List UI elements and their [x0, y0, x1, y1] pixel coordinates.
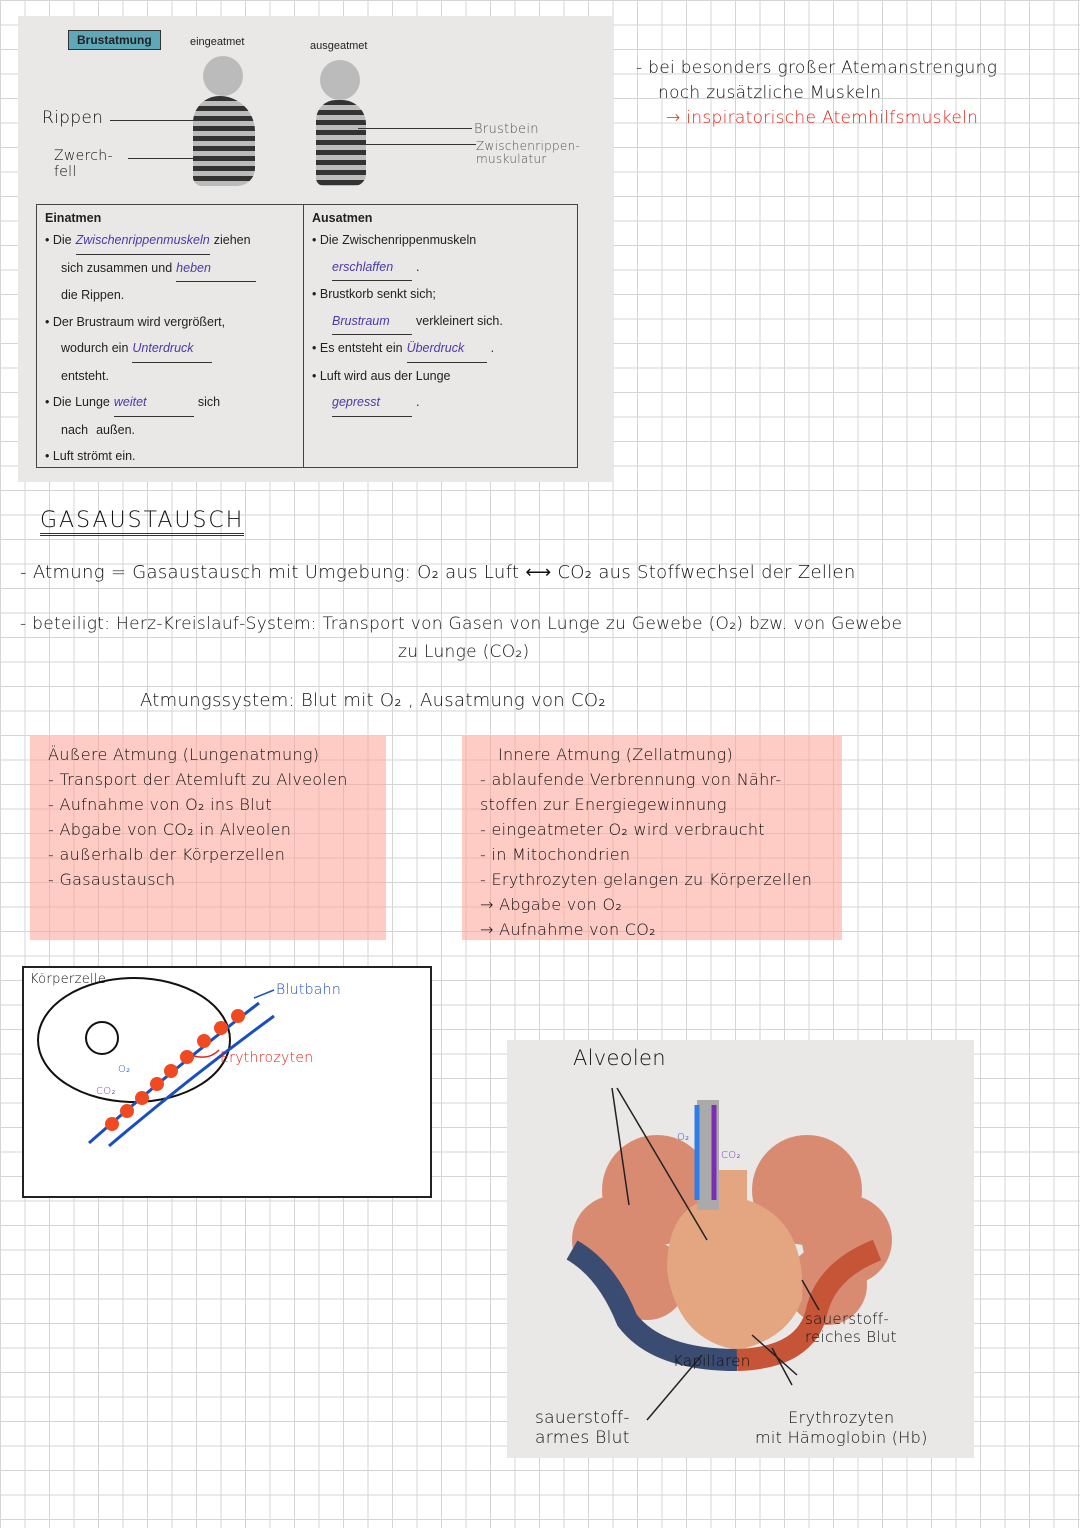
badge-brustatmung: Brustatmung [68, 30, 161, 50]
line-text: die Rippen. [61, 288, 125, 302]
line-text: Die Zwischenrippenmuskeln [319, 233, 477, 247]
box-list-item: - Gasaustausch [48, 870, 176, 889]
box-list-item: - ablaufende Verbrennung von Nähr- [480, 770, 782, 789]
o2-label: O₂ [118, 1064, 131, 1075]
line-text: Es entsteht ein [319, 341, 403, 355]
bullet-icon: • [45, 395, 53, 409]
line-text: entsteht. [61, 368, 109, 383]
box-list-item: - in Mitochondrien [480, 845, 631, 864]
box-list-item: → Aufnahme von CO₂ [480, 920, 656, 939]
annotation-diaphragm: Zwerch- fell [54, 148, 113, 180]
box-list-item: - Abgabe von CO₂ in Alveolen [48, 820, 292, 839]
inner-box-title: Innere Atmung (Zellatmung) [498, 745, 734, 764]
table-line [312, 227, 569, 254]
line-text: Die Lunge [52, 395, 110, 409]
co2-label: CO₂ [96, 1086, 116, 1097]
erythrocytes-label: Erythrozyten mit Hämoglobin (Hb) [755, 1408, 928, 1447]
inhale-heading: Einatmen [45, 211, 102, 225]
table-line [312, 308, 569, 336]
line-text: Der Brustraum wird vergrößert, [52, 314, 226, 329]
exhaled-torso-illustration [308, 60, 378, 186]
table-line [45, 417, 295, 444]
line-text: Die [52, 233, 72, 247]
section-title: GASAUSTAUSCH [40, 508, 244, 536]
label-inhaled: eingeatmet [190, 36, 245, 48]
line-text: verkleinert sich. [416, 313, 503, 328]
alveoli-co2-label: CO₂ [721, 1150, 741, 1161]
line-text: Brustkorb senkt sich; [319, 287, 436, 301]
side-note-line-3: → inspiratorische Atemhilfsmuskeln [666, 108, 979, 128]
bullet-icon: • [312, 233, 320, 247]
side-note-line-1: - bei besonders großer Atemanstrengung [636, 58, 998, 78]
filled-blank: gepresst [332, 389, 412, 417]
side-note [636, 56, 997, 131]
line-text: Luft wird aus der Lunge [319, 368, 451, 383]
table-line [312, 363, 569, 390]
filled-blank: Unterdruck [132, 335, 212, 363]
line-text: . [416, 395, 420, 409]
alveoli-title: Alveolen [573, 1046, 666, 1070]
line-text: ziehen [213, 233, 251, 247]
line-text: nach [61, 422, 89, 437]
table-line [312, 281, 569, 308]
table-line [45, 227, 295, 255]
annotation-sternum: Brustbein [474, 122, 539, 137]
filled-blank: Brustraum [332, 308, 412, 336]
filled-blank: heben [176, 255, 256, 283]
annotation-ribs: Rippen [42, 108, 104, 128]
box-list-item: → Abgabe von O₂ [480, 895, 623, 914]
vessel-label: Blutbahn [276, 982, 342, 998]
alveoli-o2-label: O₂ [677, 1132, 690, 1143]
line-text: Luft strömt ein. [52, 449, 136, 463]
notes-line-4: Atmungssystem: Blut mit O₂ , Ausatmung von CO₂ [140, 690, 606, 711]
bullet-icon: • [45, 314, 53, 329]
table-line [312, 335, 569, 363]
table-line [45, 335, 295, 363]
exhale-column [303, 205, 577, 467]
line-text: außen. [96, 422, 136, 437]
box-list-item: - Aufnahme von O₂ ins Blut [48, 795, 272, 814]
line-text: . [490, 341, 495, 355]
filled-blank: Zwischenrippenmuskeln [76, 227, 210, 255]
cell-exchange-sketch [22, 966, 432, 1198]
inner-respiration-box [462, 736, 842, 940]
side-note-line-2: noch zusätzliche Muskeln [658, 83, 882, 103]
label-exhaled: ausgeatmet [310, 40, 368, 52]
bullet-icon: • [45, 233, 53, 247]
table-line [45, 443, 295, 470]
table-line [45, 309, 295, 336]
bullet-icon: • [312, 287, 320, 301]
outer-box-title: Äußere Atmung (Lungenatmung) [48, 745, 320, 764]
breathing-worksheet-photo [18, 16, 613, 482]
notes-line-2: - beteiligt: Herz-Kreislauf-System: Transport von Gasen von Lunge zu Gewebe (O₂) bzw. von Gewebe [20, 614, 903, 634]
bullet-icon: • [312, 341, 320, 355]
table-line [45, 389, 295, 417]
box-list-item: stoffen zur Energiegewinnung [480, 795, 727, 814]
box-list-item: - Transport der Atemluft zu Alveolen [48, 770, 348, 789]
filled-blank: weitet [114, 389, 194, 417]
line-text: sich [197, 395, 221, 409]
table-line [45, 363, 295, 390]
line-text: wodurch ein [61, 341, 129, 355]
annotation-intercostal: Zwischenrippen- muskulatur [476, 139, 581, 166]
oxygen-poor-blood-label: sauerstoff- armes Blut [535, 1408, 630, 1448]
table-line [312, 254, 569, 282]
exhale-heading: Ausatmen [312, 211, 373, 225]
bullet-icon: • [45, 449, 53, 463]
outer-respiration-box [30, 736, 386, 940]
table-line [312, 389, 569, 417]
table-line [45, 255, 295, 283]
filled-blank: erschlaffen [332, 254, 412, 282]
box-list-item: - außerhalb der Körperzellen [48, 845, 286, 864]
box-list-item: - eingeatmeter O₂ wird verbraucht [480, 820, 765, 839]
table-line [45, 282, 295, 309]
notes-line-3: zu Lunge (CO₂) [398, 642, 530, 662]
bullet-icon: • [312, 368, 320, 383]
line-text: . [416, 259, 420, 274]
oxygen-rich-blood-label: sauerstoff- reiches Blut [805, 1310, 897, 1346]
cell-sketch-drawing [24, 968, 430, 1196]
notes-line-1: - Atmung = Gasaustausch mit Umgebung: O₂ aus Luft ⟷ CO₂ aus Stoffwechsel der Zellen [20, 562, 856, 583]
line-text: sich zusammen und [61, 260, 173, 275]
alveoli-illustration [507, 1040, 974, 1458]
inhale-column [37, 205, 303, 467]
rbc-label: Erythrozyten [220, 1050, 314, 1066]
capillaries-label: Kapillaren [673, 1352, 751, 1370]
alveoli-photo [507, 1040, 974, 1458]
box-list-item: - Erythrozyten gelangen zu Körperzellen [480, 870, 813, 889]
breathing-table [36, 204, 578, 468]
inhaled-torso-illustration [183, 56, 263, 186]
filled-blank: Überdruck [407, 335, 487, 363]
cell-label: Körperzelle [30, 972, 107, 987]
